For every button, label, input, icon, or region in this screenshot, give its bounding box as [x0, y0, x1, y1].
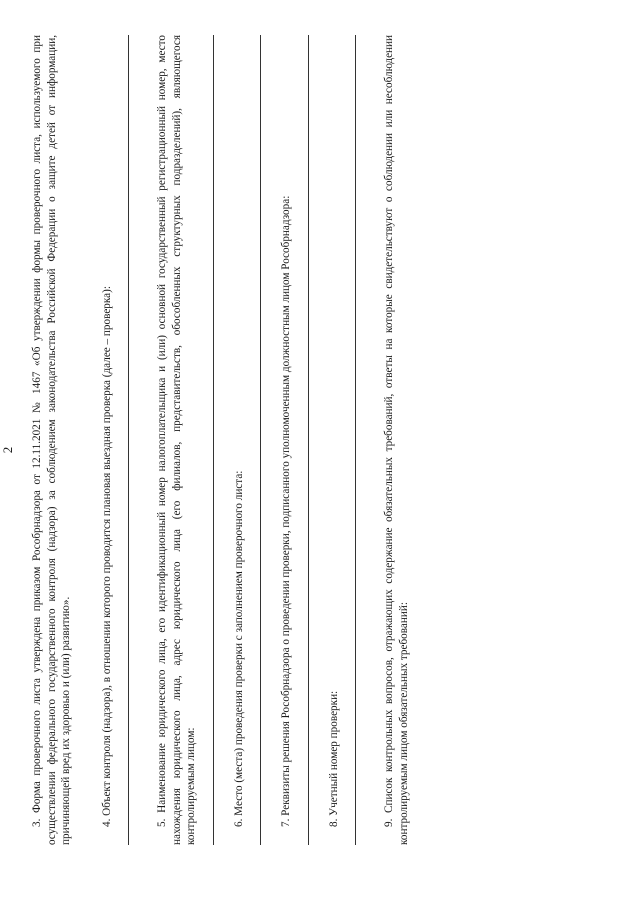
- item-4-control-object: 4. Объект контроля (надзора), в отношении которого проводится плановая выездная проверка (далее – проверка):: [100, 286, 113, 827]
- page-number: 2: [0, 446, 15, 454]
- item-8-inspection-number: 8. Учетный номер проверки:: [327, 690, 340, 827]
- item-3-form-approval: 3. Форма проверочного листа утверждена приказом Рособрнадзора от 12.11.2021 № 1467 «Об утверждении формы проверочного листа, используемого при осуществлении федерального государственного контроля (надзора) за соблюдением законодательства Российской Федерации о защите детей от информации, причиняющей вред их здоровью и (или) развитию».: [31, 35, 72, 845]
- item-7-decision-details: 7. Реквизиты решения Рособрнадзора о проведении проверки, подписанного уполномоченным должностным лицом Рособрнадзора:: [280, 195, 292, 827]
- document-body: [30, 35, 411, 845]
- item-9-control-questions: 9. Список контрольных вопросов, отражающих содержание обязательных требований, ответы на которые свидетельствуют о соблюдении или несоблюдении контролируемым лицом обязательных требований:: [383, 35, 410, 845]
- item-6-inspection-place: 6. Место (места) проведения проверки с заполнением проверочного листа:: [232, 470, 245, 827]
- item-5-legal-entity: 5. Наименование юридического лица, его идентификационный номер налогоплательщика и (или) основной государственный регистрационный номер, место нахождения юридического лица, адрес юридического лица (его филиалов, представительств, обособленных структурных подразделений), являющегося контролируемым лицом:: [156, 35, 197, 845]
